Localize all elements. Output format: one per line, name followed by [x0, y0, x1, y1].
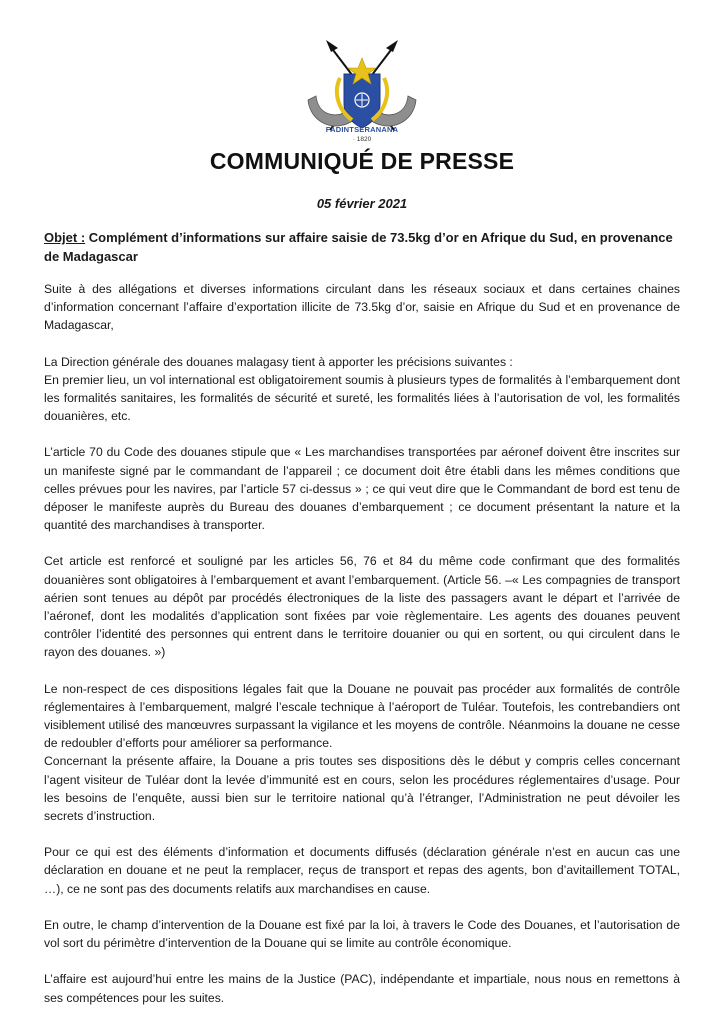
paragraph-statement: La Direction générale des douanes malagasy tient à apporter les précisions suivantes : [44, 354, 513, 369]
paragraph-non-compliance: Le non-respect de ces dispositions légales fait que la Douane ne pouvait pas procéder aux formalités de contrôle réglementaires à l’embarquement, malgré l’escale technique à l’aéroport de Tuléar. Toutefois, les contrebandiers ont visiblement utilisé des manœuvres surpassant la vigilance et les moyens de contrôle. Néanmoins la douane ne cesse de redoubler d’efforts pour améliorer sa performance. [44, 681, 680, 751]
paragraph-article-70: L’article 70 du Code des douanes stipule que « Les marchandises transportées par aéronef doivent être inscrites sur un manifeste signé par le commandant de l’appareil ; ce document doit être établi dans les mêmes conditions que celles prévues pour les navires, par l’article 57 ci-dessus » ; ce qui veut dire que le Commandant de bord est tenu de déposer le manifeste auprès du Bureau des douanes d’embarquement ; ce document présentant la nature et la quantité des marchandises à transporter. [44, 445, 680, 533]
paragraph-formalities: En premier lieu, un vol international est obligatoirement soumis à plusieurs types de formalités à l’embarquement dont les formalités sanitaires, les formalités de sécurité et sureté, les formalités liées à l’autorisation de vol, les formalités douanières, etc. [44, 372, 680, 424]
paragraph-documents: Pour ce qui est des éléments d’information et documents diffusés (déclaration générale n’est en aucun cas une déclaration en douane et ne peut la remplacer, reçus de transport et repas des agents, bon d’avitaillement TOTAL, …), ce ne sont pas des documents relatifs aux marchandises en cause. [44, 845, 680, 896]
emblem-name: FADINTSERANANA [325, 125, 399, 134]
release-date: 05 février 2021 [316, 196, 408, 211]
paragraph-article-56: Cet article est renforcé et souligné par les articles 56, 76 et 84 du même code confirmant que des formalités douanières sont obligatoires à l’embarquement et avant l’embarquement. (Article 56. –« Les compagnies de transport aérien sont tenues au dépôt par procédés électroniques de la liste des passagers avant le départ et l’arrivée de l’aéronef, dont les modalités d’application sont fixées par voie règlementaire. Les agents des douanes peuvent contrôler l’identité des personnes qui entrent dans le territoire douanier ou qui en sortent, ou qui circulent dans le rayon des douanes. ») [44, 554, 680, 660]
emblem-year: · 1820 [352, 136, 372, 143]
subject-label: Objet : [44, 230, 86, 245]
paragraph-justice: L’affaire est aujourd’hui entre les mains de la Justice (PAC), indépendante et impartiale, nous nous en remettons à ses compétences pour les suites. [44, 972, 680, 1005]
subject-text: Complément d’informations sur affaire saisie de 73.5kg d’or en Afrique du Sud, en provenance de Madagascar [44, 230, 673, 264]
page-title: COMMUNIQUÉ DE PRESSE [209, 148, 515, 174]
body-text [44, 280, 680, 1025]
paragraph-scope: En outre, le champ d’intervention de la Douane est fixé par la loi, à travers le Code des Douanes, et l’autorisation de vol sort du périmètre d’intervention de la Douane qui se limite au contrôle économique. [44, 917, 680, 951]
paragraph-intro: Suite à des allégations et diverses informations circulant dans les réseaux sociaux et dans certaines chaines d’information concernant l’affaire d’exportation illicite de 73.5kg d’or, saisie en Afrique du Sud et en provenance de Madagascar, [44, 282, 680, 333]
subject-line [44, 228, 680, 266]
paragraph-current-case: Concernant la présente affaire, la Douane a pris toutes ses dispositions dès le début y compris celles concernant l’agent visiteur de Tuléar dont la levée d’immunité est en cours, selon les procédures réglementaires d’usage. Pour les besoins de l’enquête, aussi bien sur le territoire national qu’à l’étranger, l’Administration ne peut dévoiler les secrets d’instruction. [44, 754, 680, 824]
